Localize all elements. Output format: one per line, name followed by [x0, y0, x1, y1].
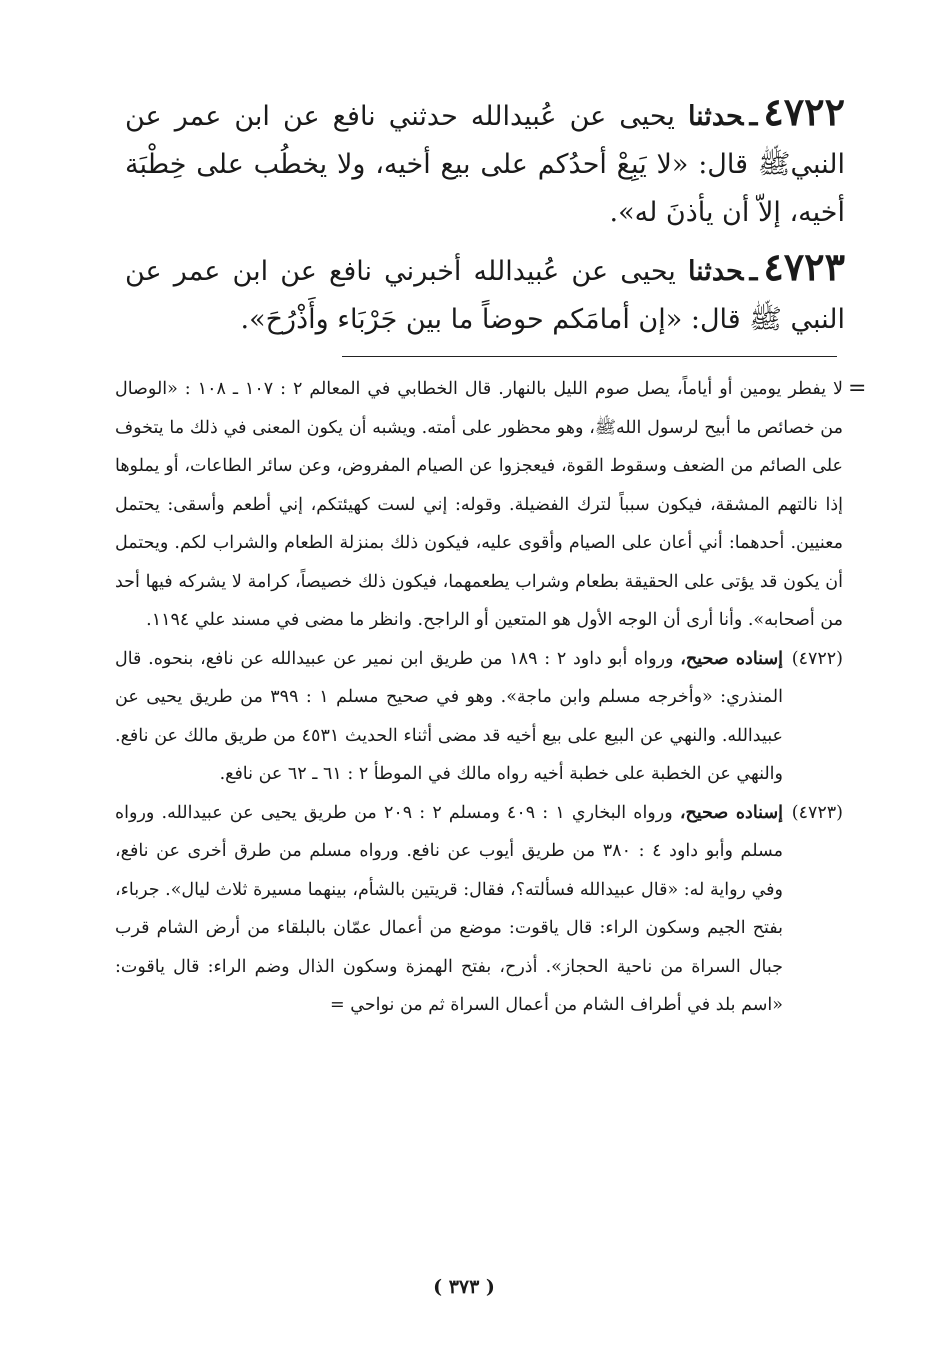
hadith-section [125, 88, 845, 350]
footnote-continuation: لا يفطر يومين أو أياماً، يصل صوم الليل بالنهار. قال الخطابي في المعالم ٢ : ١٠٧ ـ ١٠٨ : «الوصال من خصائص ما أبيح لرسول اللهﷺ، وهو محظور على أمته. ويشبه أن يكون المعنى في ذلك ما يتخوف على الصائم من الضعف وسقوط القوة، فيعجزوا عن الصيام المفروض، وعن سائر الطاعات، أو يملوها إذا نالتهم المشقة، فيكون سبباً لترك الفضيلة. وقوله: إني لست كهيئتكم، إني أطعم وأسقى: يحتمل معنيين. أحدهما: أني أعان على الصيام وأقوى عليه، فيكون ذلك بمنزلة الطعام والشراب لكم. ويحتمل أن يكون قد يؤتى على الحقيقة بطعام وشراب يطعمهما، فيكون ذلك خصيصاً، كرامة لا يشركه فيها أحد من أصحابه». وأنا أرى أن الوجه الأول هو المتعين أو الراجح. وانظر ما مضى في مسند علي ١١٩٤. [115, 379, 843, 630]
hadith-number: ٤٧٢٢ [763, 89, 845, 134]
footnotes-section [115, 370, 843, 1025]
continuation-mark: = [848, 376, 867, 401]
footnote-label: إسناده صحيح، [679, 802, 783, 823]
footnote-body [115, 794, 783, 1025]
hadith-number: ٤٧٢٣ [763, 244, 845, 289]
footnote-text: ورواه البخاري ١ : ٤٠٩ ومسلم ٢ : ٢٠٩ من طريق يحيى عن عبيدالله. ورواه مسلم وأبو داود ٤ : ٣٨٠ من طريق أيوب عن نافع. ورواه مسلم من طرق أخرى عن نافع، وفي رواية له: «قال عبيدالله فسألته؟، فقال: قريتين بالشأم، بينهما مسيرة ثلاث ليال». جرباء، بفتح الجيم وسكون الراء: قال ياقوت: موضع من أعمال عمّان بالبلقاء من أرض الشام قرب جبال السراة من ناحية الحجاز». أذرح، بفتح الهمزة وسكون الذال وضم الراء: قال ياقوت: «اسم بلد في أطراف الشام من أعمال السراة ثم من نواحي = [115, 802, 783, 1015]
hadith-dash: ـ [749, 256, 758, 287]
hadith-text: يحيى عن عُبيدالله حدثني نافع عن ابن عمر عن النبيﷺ قال: «لا يَبِعْ أحدُكم على بيع أخيه، ولا يخطُب على خِطْبَة أخيه، إلاّ أن يأذنَ له». [125, 101, 845, 228]
footnote-4722 [115, 640, 843, 794]
hadith-4723 [125, 243, 845, 344]
footnote-number: (٤٧٢٣) [791, 802, 843, 823]
hadith-intro: حدثنا [687, 256, 744, 287]
footnote-text: ورواه أبو داود ٢ : ١٨٩ من طريق ابن نمير عن عبيدالله عن نافع، بنحوه. قال المنذري: «وأخرجه مسلم وابن ماجة». وهو في صحيح مسلم ١ : ٣٩٩ من طريق يحيى عن عبيدالله. والنهي عن البيع على بيع أخيه قد مضى أثناء الحديث ٤٥٣١ من طريق مالك عن نافع. والنهي عن الخطبة على خطبة أخيه رواه مالك في الموطأ ٢ : ٦١ ـ ٦٢ عن نافع. [115, 648, 783, 784]
page-number: ( ٣٧٣ ) [433, 1276, 495, 1298]
footnote-number: (٤٧٢٢) [791, 648, 843, 669]
footnote-label: إسناده صحيح، [680, 648, 783, 669]
hadith-text: يحيى عن عُبيدالله أخبرني نافع عن ابن عمر عن النبي ﷺ قال: «إن أمامَكم حوضاً ما بين جَرْبَاء وأَذْرُحَ». [125, 256, 845, 335]
footnote-4723 [115, 794, 843, 1025]
hadith-intro: حدثنا [687, 101, 744, 132]
footnote-body [115, 640, 783, 794]
hadith-dash: ـ [749, 101, 758, 132]
footnote-divider [342, 356, 837, 357]
hadith-4722 [125, 88, 845, 237]
